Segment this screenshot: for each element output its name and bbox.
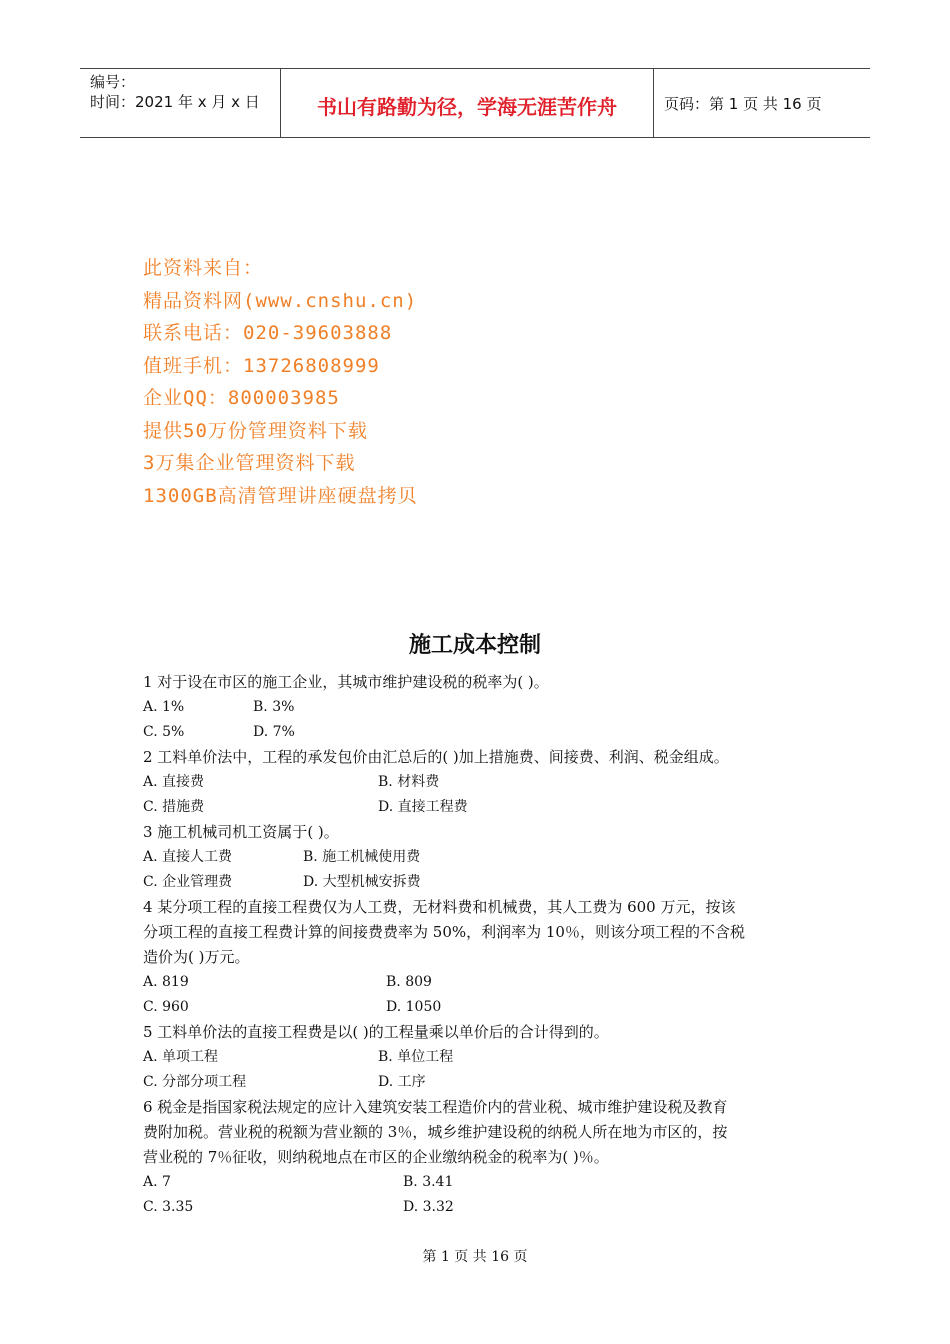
header-page-cell [654,69,870,137]
option-b: B. 809 [386,974,432,990]
option-d: D. 3.32 [403,1199,454,1215]
page-info: 页码：第 1 页 共 16 页 [664,95,822,113]
option-c: C. 960 [143,999,189,1015]
page-title: 施工成本控制 [408,632,541,658]
option-a: A. 1% [143,699,185,715]
option-c: C. 企业管理费 [143,874,233,890]
option-c: C. 3.35 [143,1199,194,1215]
option-d: D. 7% [253,724,295,740]
option-b: B. 施工机械使用费 [303,849,421,865]
question-text: 1 对于设在市区的施工企业，其城市维护建设税的税率为( )。 [143,673,549,691]
option-a: A. 直接人工费 [143,849,233,865]
option-a: A. 819 [143,974,189,990]
question-text: 5 工料单价法的直接工程费是以( )的工程量乘以单价后的合计得到的。 [143,1023,609,1041]
promo-line: 此资料来自： [143,257,264,279]
date-label: 时间：2021 年 x 月 x 日 [90,93,260,111]
question-text: 2 工料单价法中，工程的承发包价由汇总后的( )加上措施费、间接费、利润、税金组成。 [143,748,729,766]
document-header [80,68,870,138]
option-b: B. 3% [253,699,295,715]
promo-line: 企业QQ：800003985 [143,387,340,409]
promo-line: 值班手机：13726808999 [143,354,380,377]
question-text: 4 某分项工程的直接工程费仅为人工费，无材料费和机械费，其人工费为 600 万元，按该 [143,898,736,916]
question-text: 3 施工机械司机工资属于( )。 [143,823,339,841]
option-a: A. 单项工程 [143,1049,219,1065]
option-a: A. 直接费 [143,774,205,790]
option-d: D. 1050 [386,999,442,1015]
option-c: C. 措施费 [143,799,205,815]
question-text: 营业税的 7％征收，则纳税地点在市区的企业缴纳税金的税率为( )％。 [143,1148,609,1166]
option-b: B. 单位工程 [378,1049,454,1065]
promo-line: 联系电话：020-39603888 [143,322,393,344]
motto: 书山有路勤为径，学海无涯苦作舟 [317,95,617,119]
header-motto-cell [281,69,654,137]
header-meta-cell [80,69,281,137]
option-d: D. 大型机械安拆费 [303,874,421,890]
promo-line: 3万集企业管理资料下载 [143,452,356,474]
promo-line: 提供50万份管理资料下载 [143,419,368,442]
option-a: A. 7 [143,1174,171,1190]
promo-line: 1300GB高清管理讲座硬盘拷贝 [143,484,418,507]
option-b: B. 3.41 [403,1174,454,1190]
question-text: 造价为( )万元。 [143,948,250,966]
page-footer: 第 1 页 共 16 页 [422,1249,528,1265]
option-b: B. 材料费 [378,774,440,790]
number-label: 编号： [90,73,136,91]
promo-line: 精品资料网(www.cnshu.cn) [143,289,418,312]
option-c: C. 5% [143,724,185,740]
option-c: C. 分部分项工程 [143,1074,247,1090]
question-text: 6 税金是指国家税法规定的应计入建筑安装工程造价内的营业税、城市维护建设税及教育 [143,1098,728,1116]
question-text: 分项工程的直接工程费计算的间接费费率为 50%，利润率为 10％，则该分项工程的不含税 [143,923,745,941]
question-text: 费附加税。营业税的税额为营业额的 3％，城乡维护建设税的纳税人所在地为市区的，按 [143,1123,728,1141]
option-d: D. 工序 [378,1074,426,1090]
option-d: D. 直接工程费 [378,799,468,815]
promo-block [143,252,418,512]
